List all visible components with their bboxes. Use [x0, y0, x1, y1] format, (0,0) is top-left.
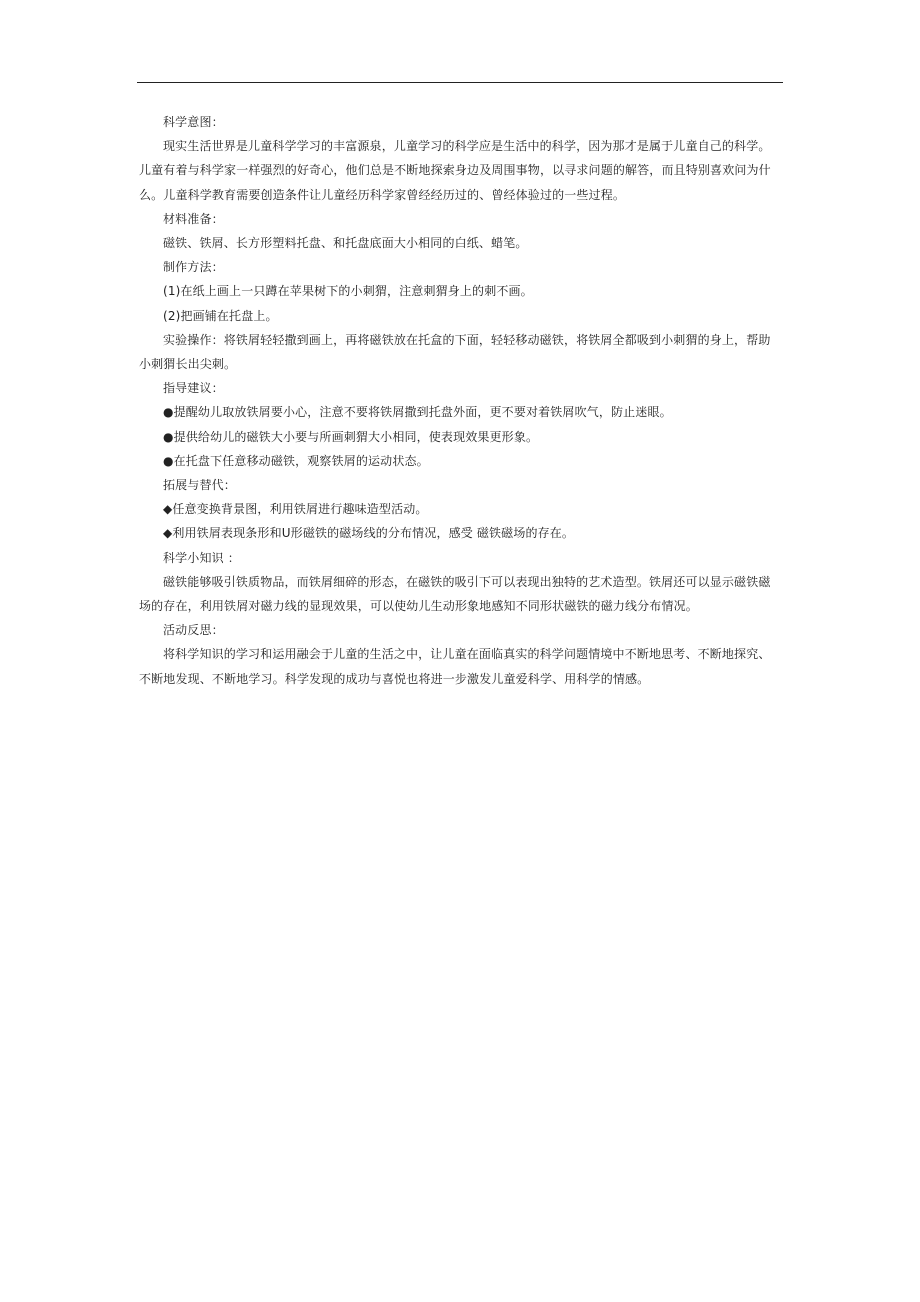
- paragraph-line: 么。儿童科学教育需要创造条件让儿童经历科学家曾经经历过的、曾经体验过的一些过程。: [139, 187, 626, 202]
- bullet-item: ◆任意变换背景图，利用铁屑进行趣味造型活动。: [163, 502, 428, 517]
- section-heading-knowledge: 科学小知识 ：: [163, 550, 240, 565]
- bullet-item: ●提醒幼儿取放铁屑要小心，注意不要将铁屑撒到托盘外面，更不要对着铁屑吹气，防止迷眼。: [163, 405, 672, 420]
- paragraph-line: 磁铁、铁屑、长方形塑料托盘、和托盘底面大小相同的白纸、蜡笔。: [163, 236, 528, 251]
- bullet-item: ◆利用铁屑表现条形和U形磁铁的磁场线的分布情况，感受 磁铁磁场的存在。: [163, 526, 575, 541]
- section-heading-extension: 拓展与替代：: [163, 478, 236, 493]
- paragraph-line: 将科学知识的学习和运用融会于儿童的生活之中，让儿童在面临真实的科学问题情境中不断地思考、不断地探究、: [163, 647, 771, 662]
- paragraph-line: 儿童有着与科学家一样强烈的好奇心，他们总是不断地探索身边及周围事物，以寻求问题的解答，而且特别喜欢问为什: [139, 163, 771, 178]
- section-heading-reflection: 活动反思：: [163, 623, 224, 638]
- step-item: (1)在纸上画上一只蹲在苹果树下的小刺猬，注意刺猬身上的刺不画。: [163, 284, 533, 299]
- paragraph-line: 不断地发现、不断地学习。科学发现的成功与喜悦也将进一步激发儿童爱科学、用科学的情感。: [139, 671, 650, 686]
- paragraph-line: 磁铁能够吸引铁质物品，而铁屑细碎的形态，在磁铁的吸引下可以表现出独特的艺术造型。铁屑还可以显示磁铁磁: [163, 574, 771, 589]
- section-heading-materials: 材料准备：: [163, 211, 224, 226]
- paragraph-line: 小刺猬长出尖刺。: [139, 357, 237, 372]
- section-heading-guidance: 指导建议：: [163, 381, 224, 396]
- document-body: [139, 110, 787, 691]
- paragraph-line: 现实生活世界是儿童科学学习的丰富源泉，儿童学习的科学应是生活中的科学，因为那才是属于儿童自己的科学。: [163, 139, 771, 154]
- section-heading-method: 制作方法：: [163, 260, 224, 275]
- paragraph-line: 实验操作：将铁屑轻轻撒到画上，再将磁铁放在托盒的下面，轻轻移动磁铁，将铁屑全都吸到小刺猬的身上，帮助: [163, 332, 771, 347]
- section-heading-intent: 科学意图：: [163, 115, 224, 129]
- header-rule: [137, 82, 783, 83]
- bullet-item: ●在托盘下任意移动磁铁，观察铁屑的运动状态。: [163, 453, 429, 468]
- step-item: (2)把画铺在托盘上。: [163, 308, 278, 323]
- bullet-item: ●提供给幼儿的磁铁大小要与所画刺猬大小相同，使表现效果更形象。: [163, 429, 539, 444]
- paragraph-line: 场的存在，利用铁屑对磁力线的显现效果，可以使幼儿生动形象地感知不同形状磁铁的磁力线分布情况。: [139, 599, 698, 614]
